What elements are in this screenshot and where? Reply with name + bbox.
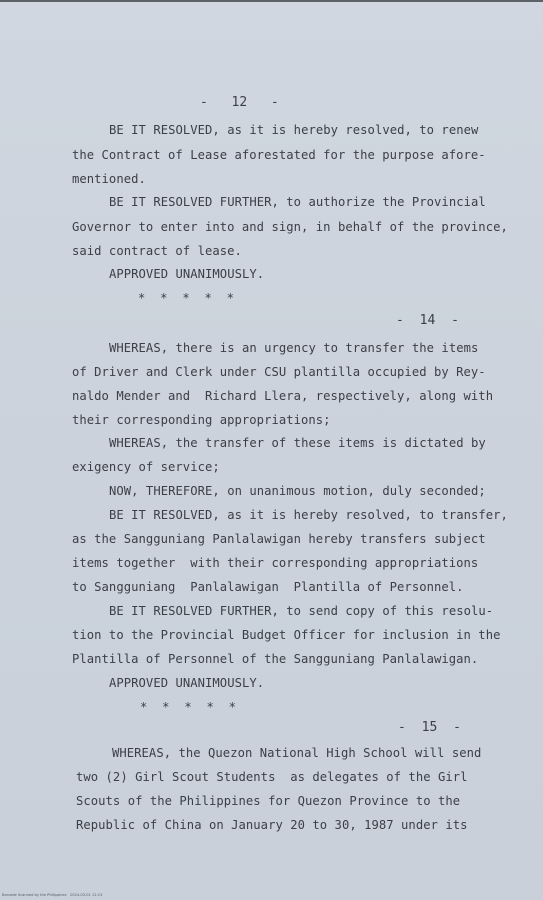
text-line: WHEREAS, the transfer of these items is dictated by [109,436,486,450]
text-line: tion to the Provincial Budget Officer for inclusion in the [72,628,501,642]
text-line: their corresponding appropriations; [72,413,331,427]
text-line: Republic of China on January 20 to 30, 1987 under its [76,818,468,832]
resolution-number: - 15 - [398,720,462,735]
text-line: BE IT RESOLVED FURTHER, to send copy of this resolu- [109,604,494,618]
page-number: - 12 - [200,95,279,110]
text-line: NOW, THEREFORE, on unanimous motion, duly seconded; [109,484,486,498]
text-line: the Contract of Lease aforestated for the purpose afore- [72,148,486,162]
text-line: BE IT RESOLVED, as it is hereby resolved, to renew [109,123,479,137]
text-line: Scouts of the Philippines for Quezon Province to the [76,794,461,808]
top-edge-line [0,0,543,2]
text-line: WHEREAS, there is an urgency to transfer the items [109,341,479,355]
text-line: naldo Mender and Richard Llera, respectively, along with [72,389,494,403]
approval-line: APPROVED UNANIMOUSLY. [109,676,265,690]
scan-footer-text: Barcode Scanned by the Philippines 2024-03-01 12:13 [2,893,103,897]
section-separator: * * * * * [138,291,235,305]
text-line: as the Sangguniang Panlalawigan hereby transfers subject [72,532,486,546]
text-line: two (2) Girl Scout Students as delegates of the Girl [76,770,468,784]
text-line: Plantilla of Personnel of the Sangguniang Panlalawigan. [72,652,479,666]
text-line: to Sangguniang Panlalawigan Plantilla of Personnel. [72,580,464,594]
text-line: BE IT RESOLVED FURTHER, to authorize the Provincial [109,195,486,209]
resolution-number: - 14 - [396,313,460,328]
text-line: Governor to enter into and sign, in behalf of the province, [72,220,508,234]
text-line: exigency of service; [72,460,220,474]
text-line: mentioned. [72,172,146,186]
text-line: WHEREAS, the Quezon National High School will send [112,746,482,760]
text-line: BE IT RESOLVED, as it is hereby resolved, to transfer, [109,508,508,522]
text-line: of Driver and Clerk under CSU plantilla occupied by Rey- [72,365,486,379]
section-separator: * * * * * [140,700,237,714]
text-line: items together with their corresponding appropriations [72,556,479,570]
approval-line: APPROVED UNANIMOUSLY. [109,267,265,281]
text-line: said contract of lease. [72,244,242,258]
